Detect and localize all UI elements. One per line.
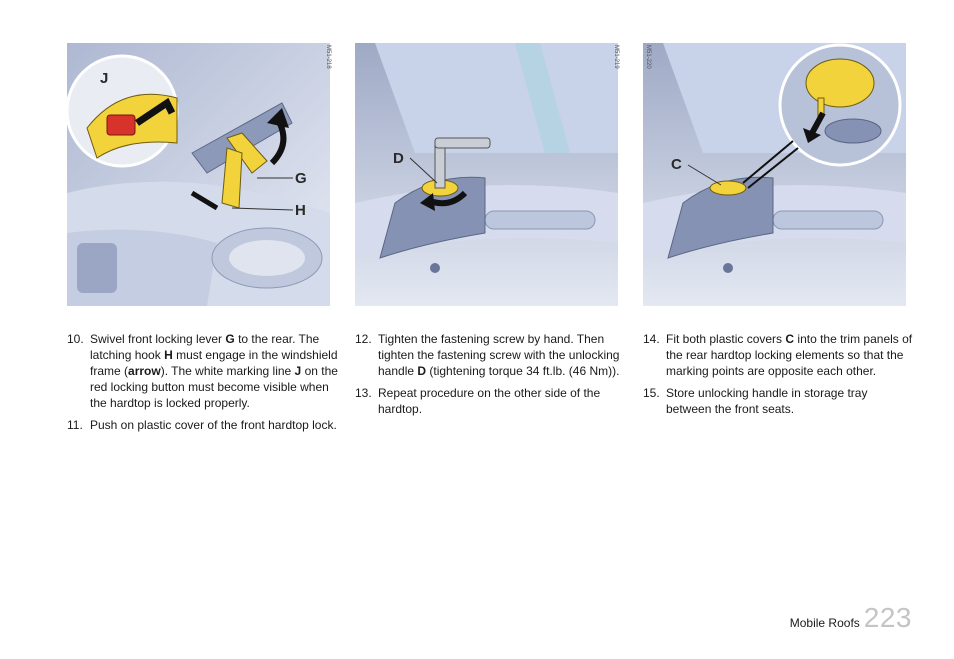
front-lock-illustration [67,43,330,306]
label-d: D [393,150,404,167]
step-14 [643,331,913,379]
step-12 [355,331,620,379]
step-13 [355,385,620,417]
step-text: Swivel front locking lever G to the rear. The latching hook H must engage in the windshield frame (arrow). The white marking line J on the red locking button must become visible when the hardtop is locked properly. [90,332,338,410]
step-text: Store unlocking handle in storage tray between the front seats. [666,386,868,416]
figure-front-lock [67,43,330,306]
step-11 [67,417,339,433]
label-g: G [295,170,307,187]
plastic-covers-illustration [643,43,906,306]
label-j: J [100,70,109,87]
step-text: Tighten the fastening screw by hand. Then tighten the fastening screw with the unlocking handle D (tightening torque 34 ft.lb. (46 Nm)). [378,332,620,378]
label-c: C [671,156,682,173]
figure-code: M51-218 [325,45,331,69]
step-15 [643,385,913,417]
label-h: H [295,202,306,219]
step-number: 10. [67,332,84,346]
step-number: 13. [355,386,372,400]
instructions-column-2 [355,331,620,423]
screw-tightening-illustration [355,43,618,306]
step-text: Push on plastic cover of the front hardtop lock. [90,418,337,432]
figure-code: M51-219 [613,45,619,69]
instructions-column-1 [67,331,339,439]
step-number: 14. [643,332,660,346]
step-number: 12. [355,332,372,346]
step-text: Repeat procedure on the other side of the hardtop. [378,386,601,416]
figure-plastic-covers [643,43,906,306]
figure-screw-tightening [355,43,618,306]
figure-code: M51-220 [645,45,651,69]
section-title: Mobile Roofs [789,616,860,630]
step-10 [67,331,339,411]
page-footer [790,602,912,634]
page-number: 223 [863,602,912,633]
step-number: 15. [643,386,660,400]
step-number: 11. [67,418,83,432]
instructions-column-3 [643,331,913,423]
step-text: Fit both plastic covers C into the trim panels of the rear hardtop locking elements so that the marking points are opposite each other. [666,332,913,378]
